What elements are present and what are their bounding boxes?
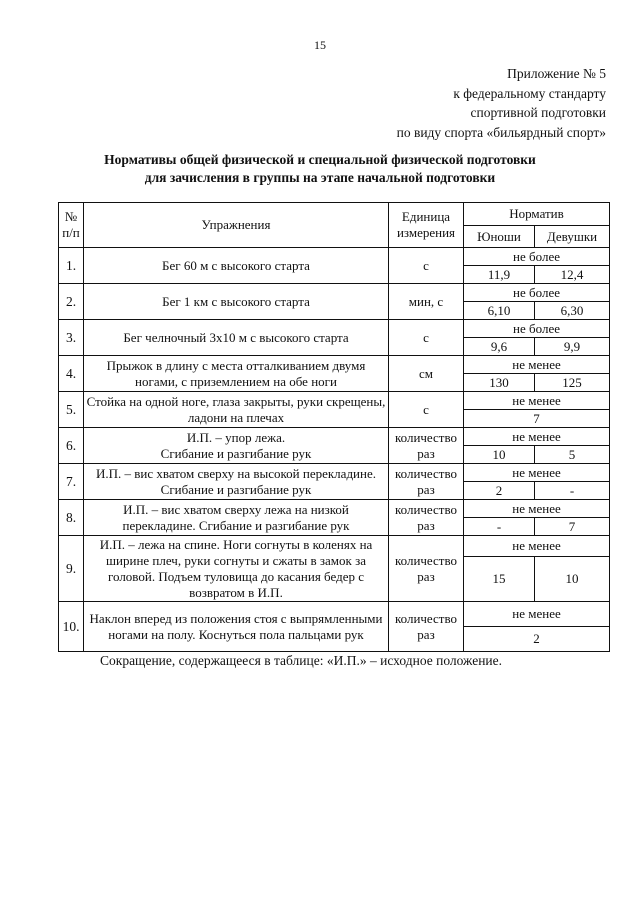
unit-cell: см (389, 356, 464, 392)
exercise-cell: И.П. – вис хватом сверху лежа на низкой перекладине. Сгибание и разгибание рук (84, 500, 389, 536)
header-boys: Юноши (464, 226, 535, 248)
exercise-cell: Стойка на одной ноге, глаза закрыты, руки скрещены, ладони на плечах (84, 392, 389, 428)
norm-value-girls: - (535, 482, 610, 500)
title-line-1: Нормативы общей физической и специальной физической подготовки (104, 152, 536, 167)
row-number: 5. (59, 392, 84, 428)
norm-condition: не менее (464, 602, 610, 627)
exercise-cell: Прыжок в длину с места отталкиванием двумя ногами, с приземлением на обе ноги (84, 356, 389, 392)
appendix-line-2: к федеральному стандарту (453, 85, 606, 101)
unit-cell: с (389, 248, 464, 284)
norm-value-girls: 7 (535, 518, 610, 536)
header-unit: Единица измерения (389, 203, 464, 248)
row-number: 2. (59, 284, 84, 320)
unit-cell: с (389, 320, 464, 356)
unit-cell: количество раз (389, 464, 464, 500)
norm-condition: не менее (464, 428, 610, 446)
norm-value-boys: 130 (464, 374, 535, 392)
document-title (0, 151, 640, 187)
table-row (59, 500, 610, 518)
table-row (59, 320, 610, 338)
exercise-cell: Бег 60 м с высокого старта (84, 248, 389, 284)
norm-value-boys: 9,6 (464, 338, 535, 356)
row-number: 3. (59, 320, 84, 356)
norm-value-both: 2 (464, 627, 610, 652)
row-number: 6. (59, 428, 84, 464)
table-row (59, 428, 610, 446)
header-num: № п/п (59, 203, 84, 248)
norm-value-girls: 125 (535, 374, 610, 392)
table-row (59, 356, 610, 374)
row-number: 8. (59, 500, 84, 536)
row-number: 9. (59, 536, 84, 602)
row-number: 4. (59, 356, 84, 392)
exercise-cell: И.П. – лежа на спине. Ноги согнуты в коленях на ширине плеч, руки согнуты и сжаты в замок за головой. Подъем туловища до касания бедер с возвратом в И.П. (84, 536, 389, 602)
unit-cell: с (389, 392, 464, 428)
unit-cell: мин, с (389, 284, 464, 320)
unit-cell: количество раз (389, 602, 464, 652)
norm-value-girls: 5 (535, 446, 610, 464)
header-exercise: Упражнения (84, 203, 389, 248)
norm-condition: не менее (464, 392, 610, 410)
exercise-cell: И.П. – упор лежа. Сгибание и разгибание рук (84, 428, 389, 464)
norm-condition: не менее (464, 464, 610, 482)
norm-value-boys: 10 (464, 446, 535, 464)
exercise-cell: И.П. – вис хватом сверху на высокой перекладине. Сгибание и разгибание рук (84, 464, 389, 500)
norm-condition: не менее (464, 356, 610, 374)
unit-cell: количество раз (389, 428, 464, 464)
page-number: 15 (314, 38, 326, 52)
norm-value-boys: 2 (464, 482, 535, 500)
table-row (59, 392, 610, 410)
appendix-line-3: спортивной подготовки (470, 105, 606, 120)
table-row (59, 536, 610, 557)
norm-value-boys: 6,10 (464, 302, 535, 320)
row-number: 7. (59, 464, 84, 500)
norm-value-boys: 15 (464, 557, 535, 602)
norm-value-girls: 10 (535, 557, 610, 602)
table-row (59, 284, 610, 302)
exercise-cell: Бег челночный 3х10 м с высокого старта (84, 320, 389, 356)
table-row (59, 464, 610, 482)
table-row (59, 248, 610, 266)
norm-value-both: 7 (464, 410, 610, 428)
appendix-line-1: Приложение № 5 (507, 66, 606, 81)
row-number: 1. (59, 248, 84, 284)
norm-value-boys: 11,9 (464, 266, 535, 284)
norm-condition: не менее (464, 500, 610, 518)
norm-value-boys: - (464, 518, 535, 536)
exercise-cell: Бег 1 км с высокого старта (84, 284, 389, 320)
norm-condition: не более (464, 284, 610, 302)
norm-condition: не более (464, 320, 610, 338)
norm-value-girls: 12,4 (535, 266, 610, 284)
header-girls: Девушки (535, 226, 610, 248)
norm-condition: не более (464, 248, 610, 266)
norm-condition: не менее (464, 536, 610, 557)
title-line-2: для зачисления в группы на этапе начальной подготовки (144, 170, 496, 185)
unit-cell: количество раз (389, 500, 464, 536)
norms-table-body (59, 203, 610, 652)
norms-table (58, 202, 610, 652)
appendix-line-4: по виду спорта «бильярдный спорт» (396, 124, 606, 140)
appendix-header (397, 64, 606, 142)
norm-value-girls: 6,30 (535, 302, 610, 320)
row-number: 10. (59, 602, 84, 652)
exercise-cell: Наклон вперед из положения стоя с выпрямленными ногами на полу. Коснуться пола пальцами рук (84, 602, 389, 652)
header-norm: Норматив (464, 203, 610, 226)
norm-value-girls: 9,9 (535, 338, 610, 356)
unit-cell: количество раз (389, 536, 464, 602)
table-row (59, 602, 610, 627)
footnote: Сокращение, содержащееся в таблице: «И.П.» – исходное положение. (100, 653, 503, 668)
